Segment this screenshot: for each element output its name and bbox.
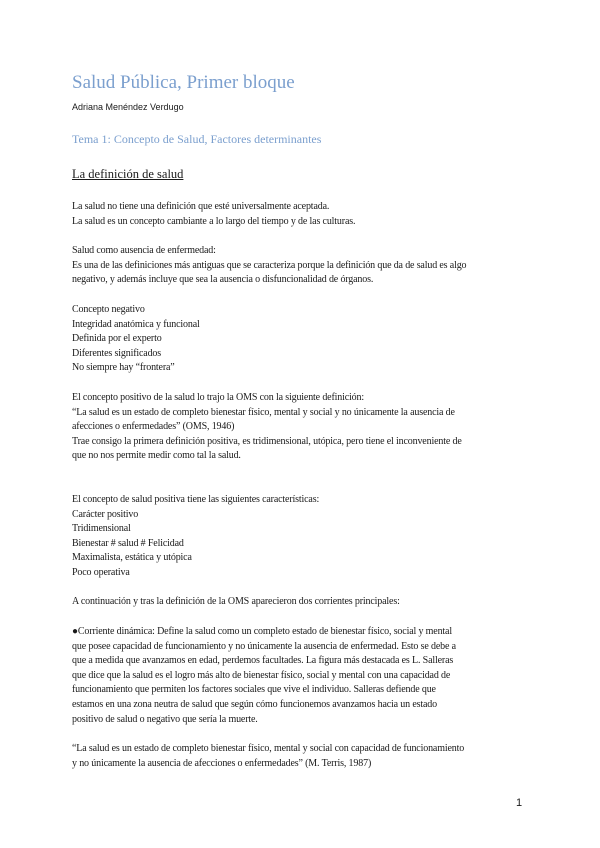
- text-line: que no nos permite medir como tal la salud.: [72, 450, 241, 462]
- author-name: Adriana Menéndez Verdugo: [72, 102, 184, 112]
- text-line: que posee capacidad de funcionamiento y no únicamente la ausencia de enfermedad. Esto se debe a: [72, 640, 456, 652]
- paragraph-block-7: [72, 625, 532, 727]
- text-line: Concepto negativo: [72, 303, 145, 315]
- text-line: El concepto de salud positiva tiene las siguientes características:: [72, 493, 320, 505]
- paragraph-block-1: [72, 200, 532, 229]
- text-line: que a medida que avanzamos en edad, perdemos facultades. La figura más destacada es L. Salleras: [72, 655, 454, 667]
- paragraph-block-2: [72, 244, 532, 288]
- text-line: positivo de salud o negativo que sería la muerte.: [72, 713, 258, 725]
- paragraph-block-5: [72, 493, 532, 581]
- paragraph-block-4: [72, 391, 532, 464]
- text-line: El concepto positivo de la salud lo trajo la OMS con la siguiente definición:: [72, 391, 364, 403]
- text-line: La salud no tiene una definición que esté universalmente aceptada.: [72, 201, 330, 212]
- text-line: “La salud es un estado de completo bienestar físico, mental y social con capacidad de funcionamiento: [72, 743, 465, 755]
- document-title: Salud Pública, Primer bloque: [72, 72, 295, 93]
- text-line: estamos en una zona neutra de salud que según cómo funcionemos avanzamos hacia un estado: [72, 699, 438, 711]
- text-line: Es una de las definiciones más antiguas que se caracteriza porque la definición que da de salud es algo: [72, 259, 467, 271]
- text-line: que dice que la salud es el logro más alto de bienestar físico, social y mental con una capacidad de: [72, 669, 451, 681]
- paragraph-block-6: [72, 595, 532, 610]
- text-line: ●Corriente dinámica: Define la salud como un completo estado de bienestar físico, social y mental: [72, 626, 452, 638]
- text-line: La salud es un concepto cambiante a lo largo del tiempo y de las culturas.: [72, 215, 356, 227]
- text-line: No siempre hay “frontera”: [72, 362, 175, 374]
- text-line: “La salud es un estado de completo bienestar físico, mental y social y no únicamente la ausencia de: [72, 406, 455, 418]
- text-line: Definida por el experto: [72, 333, 162, 345]
- text-line: Maximalista, estática y utópica: [72, 552, 192, 564]
- text-line: Carácter positivo: [72, 508, 139, 520]
- text-line: funcionamiento que permiten los factores sociales que vive el individuo. Salleras defiende que: [72, 684, 436, 696]
- text-line: Tridimensional: [72, 523, 131, 535]
- paragraph-block-3: [72, 303, 532, 376]
- page-number: 1: [516, 797, 523, 809]
- text-line: A continuación y tras la definición de la OMS aparecieron dos corrientes principales:: [72, 596, 400, 608]
- text-line: negativo, y además incluye que sea la ausencia o disfuncionalidad de órganos.: [72, 274, 374, 286]
- document-page: [72, 68, 532, 771]
- text-line: Trae consigo la primera definición positiva, es tridimensional, utópica, pero tiene el inconveniente de: [72, 435, 462, 447]
- text-line: Diferentes significados: [72, 347, 162, 359]
- section-heading: La definición de salud: [72, 167, 184, 181]
- text-line: Salud como ausencia de enfermedad:: [72, 245, 216, 257]
- text-line: Poco operativa: [72, 566, 130, 578]
- text-line: Integridad anatómica y funcional: [72, 318, 200, 330]
- topic-title: Tema 1: Concepto de Salud, Factores determinantes: [72, 132, 322, 146]
- text-line: y no únicamente la ausencia de afecciones o enfermedades” (M. Terris, 1987): [72, 757, 372, 769]
- text-line: afecciones o enfermedades” (OMS, 1946): [72, 421, 235, 433]
- paragraph-block-8: [72, 742, 532, 771]
- text-line: Bienestar # salud # Felicidad: [72, 537, 184, 549]
